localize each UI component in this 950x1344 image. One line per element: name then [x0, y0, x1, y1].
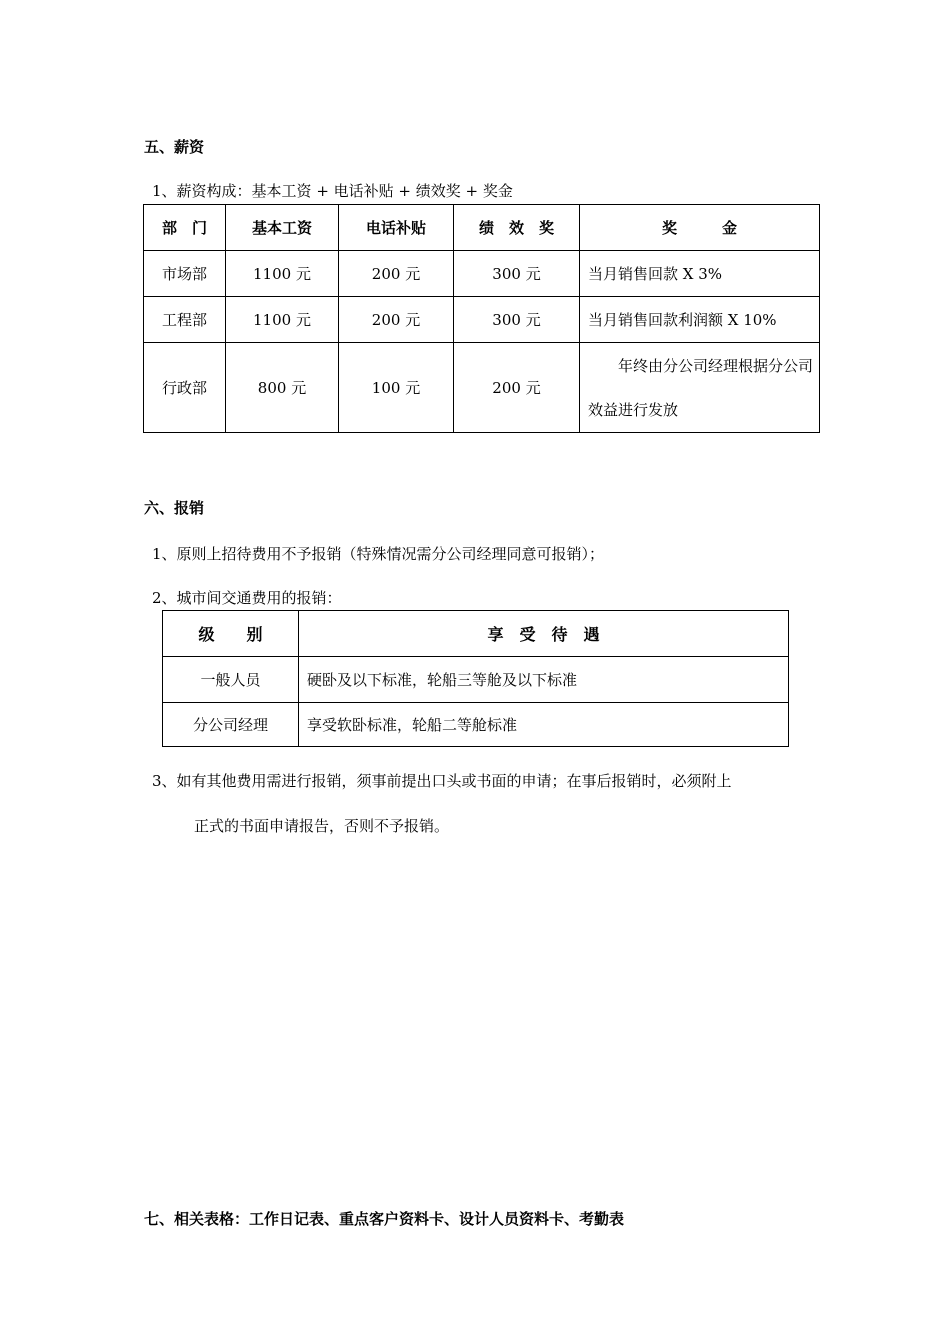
header-department: 部 门: [144, 205, 226, 251]
section-5-title: 五、薪资: [144, 138, 205, 156]
salary-composition-text: 1、薪资构成：基本工资 + 电话补贴 + 绩效奖 + 奖金: [152, 182, 513, 200]
header-bonus: 奖 金: [580, 205, 820, 251]
table-row: [144, 343, 820, 433]
header-base-salary: 基本工资: [226, 205, 339, 251]
cell-base-salary: 800 元: [226, 343, 339, 433]
cell-level: 分公司经理: [163, 703, 299, 747]
table-row: [163, 703, 789, 747]
section-6-title: 六、报销: [144, 499, 205, 517]
cell-phone-allowance: 200 元: [339, 297, 454, 343]
cell-bonus: 当月销售回款利润额 X 10%: [580, 297, 820, 343]
table-row: [144, 251, 820, 297]
cell-performance-bonus: 300 元: [454, 297, 580, 343]
table-row: [163, 657, 789, 703]
header-level: 级 别: [163, 611, 299, 657]
cell-performance-bonus: 300 元: [454, 251, 580, 297]
section-7-title: 七、相关表格：工作日记表、重点客户资料卡、设计人员资料卡、考勤表: [144, 1210, 625, 1228]
cell-bonus: 年终由分公司经理根据分公司效益进行发放: [580, 343, 820, 433]
cell-entitlement: 享受软卧标准，轮船二等舱标准: [299, 703, 789, 747]
cell-base-salary: 1100 元: [226, 297, 339, 343]
cell-performance-bonus: 200 元: [454, 343, 580, 433]
header-entitlement: 享 受 待 遇: [299, 611, 789, 657]
reimbursement-rule-3-line-2: 正式的书面申请报告，否则不予报销。: [194, 817, 450, 835]
reimbursement-rule-2: 2、城市间交通费用的报销：: [152, 589, 342, 607]
header-performance-bonus: 绩 效 奖: [454, 205, 580, 251]
travel-table-header-row: [163, 611, 789, 657]
cell-level: 一般人员: [163, 657, 299, 703]
cell-phone-allowance: 200 元: [339, 251, 454, 297]
cell-base-salary: 1100 元: [226, 251, 339, 297]
travel-table: [162, 610, 789, 747]
salary-table-header-row: [144, 205, 820, 251]
cell-phone-allowance: 100 元: [339, 343, 454, 433]
table-row: [144, 297, 820, 343]
cell-department: 行政部: [144, 343, 226, 433]
cell-department: 市场部: [144, 251, 226, 297]
header-phone-allowance: 电话补贴: [339, 205, 454, 251]
cell-entitlement: 硬卧及以下标准，轮船三等舱及以下标准: [299, 657, 789, 703]
reimbursement-rule-1: 1、原则上招待费用不予报销（特殊情况需分公司经理同意可报销）；: [152, 545, 605, 563]
cell-bonus: 当月销售回款 X 3%: [580, 251, 820, 297]
reimbursement-rule-3-line-1: 3、如有其他费用需进行报销，须事前提出口头或书面的申请；在事后报销时，必须附上: [152, 772, 732, 790]
cell-department: 工程部: [144, 297, 226, 343]
salary-table: [143, 204, 820, 433]
